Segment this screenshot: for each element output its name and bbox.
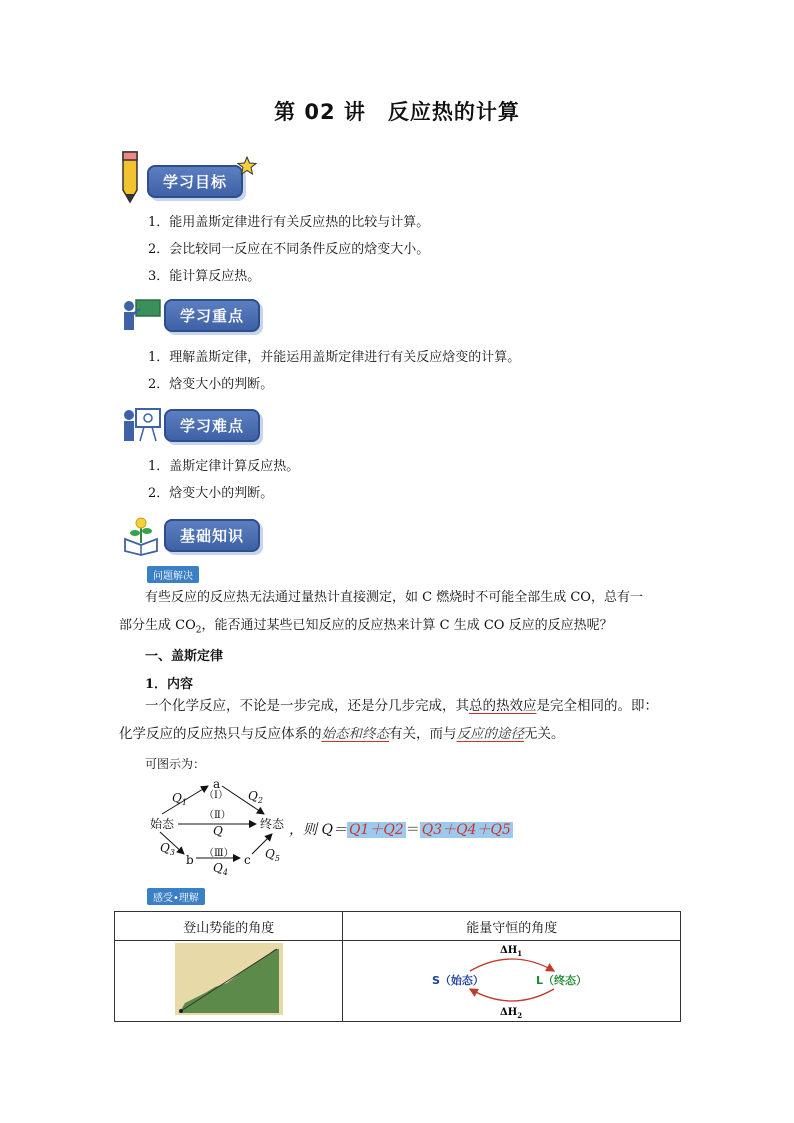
- difficulties-label: 学习难点: [164, 409, 260, 442]
- presentation-icon: [122, 405, 162, 445]
- star-icon: [237, 156, 257, 176]
- difficulties-list: [148, 453, 299, 507]
- list-item: 1．能用盖斯定律进行有关反应热的比较与计算。: [148, 215, 430, 230]
- table-header-mountain: 登山势能的角度: [115, 912, 343, 941]
- q5-label: $Q_5$: [265, 847, 280, 863]
- path-label-3: （Ⅲ）: [204, 848, 234, 859]
- keypoints-list: [148, 344, 520, 398]
- dh2-label: $\Delta H_2$: [499, 1007, 522, 1020]
- energy-diagram: [431, 941, 592, 1020]
- basics-badge: [122, 515, 260, 555]
- comparison-table: [114, 911, 681, 1022]
- section-heading-hess: 一、盖斯定律: [145, 649, 224, 664]
- problem-tag: 问题解决: [147, 566, 199, 583]
- path-label-2: （Ⅱ）: [204, 810, 231, 821]
- underlined-path: 反应的途径: [456, 726, 524, 742]
- goals-label: 学习目标: [147, 165, 243, 198]
- path-label-1: （Ⅰ）: [204, 790, 228, 801]
- content-line-2: 化学反应的反应热只与反应体系的始态和终态有关，而与反应的途径无关。: [119, 726, 565, 742]
- content-paragraph: [119, 692, 681, 748]
- basics-label: 基础知识: [164, 519, 260, 552]
- diagram-caption: 可图示为：: [145, 757, 206, 771]
- q2-label: $Q_2$: [248, 789, 263, 805]
- subsection-heading-content: 1．内容: [145, 677, 194, 692]
- energy-cell: [343, 941, 681, 1022]
- difficulties-badge: [122, 405, 260, 445]
- mountain-image: [175, 943, 283, 1015]
- state-s-label: S（始态）: [431, 974, 484, 987]
- q3-label: $Q_3$: [160, 841, 175, 857]
- mountain-cell: [115, 941, 343, 1022]
- state-l-label: L（终态）: [535, 974, 587, 987]
- teacher-icon: [122, 297, 162, 333]
- page-title: 第 02 讲 反应热的计算: [274, 100, 520, 124]
- underlined-total-heat: 总的热效应: [469, 698, 537, 714]
- understand-tag: 感受•理解: [147, 888, 205, 905]
- keypoints-label: 学习重点: [164, 299, 260, 332]
- q-label: Q: [213, 824, 223, 838]
- problem-line-1: 有些反应的反应热无法通过量热计直接测定，如 C 燃烧时不可能全部生成 CO，总有一: [145, 590, 643, 605]
- list-item: 2．焓变大小的判断。: [148, 377, 274, 392]
- q1-label: $Q_1$: [172, 791, 187, 807]
- pencil-icon: [117, 148, 143, 204]
- table-header-energy: 能量守恒的角度: [343, 912, 681, 941]
- list-item: 1．理解盖斯定律，并能运用盖斯定律进行有关反应焓变的计算。: [148, 350, 521, 365]
- content-line-1: 一个化学反应，不论是一步完成，还是分几步完成，其总的热效应是完全相同的。即：: [145, 698, 658, 714]
- diagram-node-c: c: [244, 853, 251, 867]
- diagram-node-b: b: [186, 853, 194, 867]
- list-item: 2．会比较同一反应在不同条件反应的焓变大小。: [148, 242, 430, 257]
- eq-highlight-1: Q1＋Q2: [348, 822, 404, 838]
- list-item: 2．焓变大小的判断。: [148, 486, 274, 501]
- hess-equation: ，则 Q＝ Q1＋Q2 ＝ Q3＋Q4＋Q5: [289, 822, 511, 838]
- q4-label: $Q_4$: [213, 861, 228, 877]
- arrow-start-a: [162, 786, 208, 814]
- list-item: 3．能计算反应热。: [148, 269, 261, 284]
- problem-paragraph: [119, 584, 681, 645]
- list-item: 1．盖斯定律计算反应热。: [148, 459, 300, 474]
- diagram-node-a: a: [213, 777, 221, 791]
- goals-list: [148, 209, 429, 290]
- book-plant-icon: [122, 515, 160, 555]
- diagram-end: 终态: [260, 817, 285, 831]
- problem-line-2: 部分生成 $CO_2$，能否通过某些已知反应的反应热来计算 C 生成 CO 反应的反应热呢？: [119, 618, 613, 636]
- underlined-states: 始态和终态: [321, 726, 389, 742]
- diagram-start: 始态: [150, 817, 175, 831]
- goals-badge: [117, 148, 257, 204]
- keypoints-badge: [122, 297, 260, 333]
- eq-highlight-2: Q3＋Q4＋Q5: [421, 822, 511, 838]
- dh1-label: $\Delta H_1$: [499, 945, 522, 958]
